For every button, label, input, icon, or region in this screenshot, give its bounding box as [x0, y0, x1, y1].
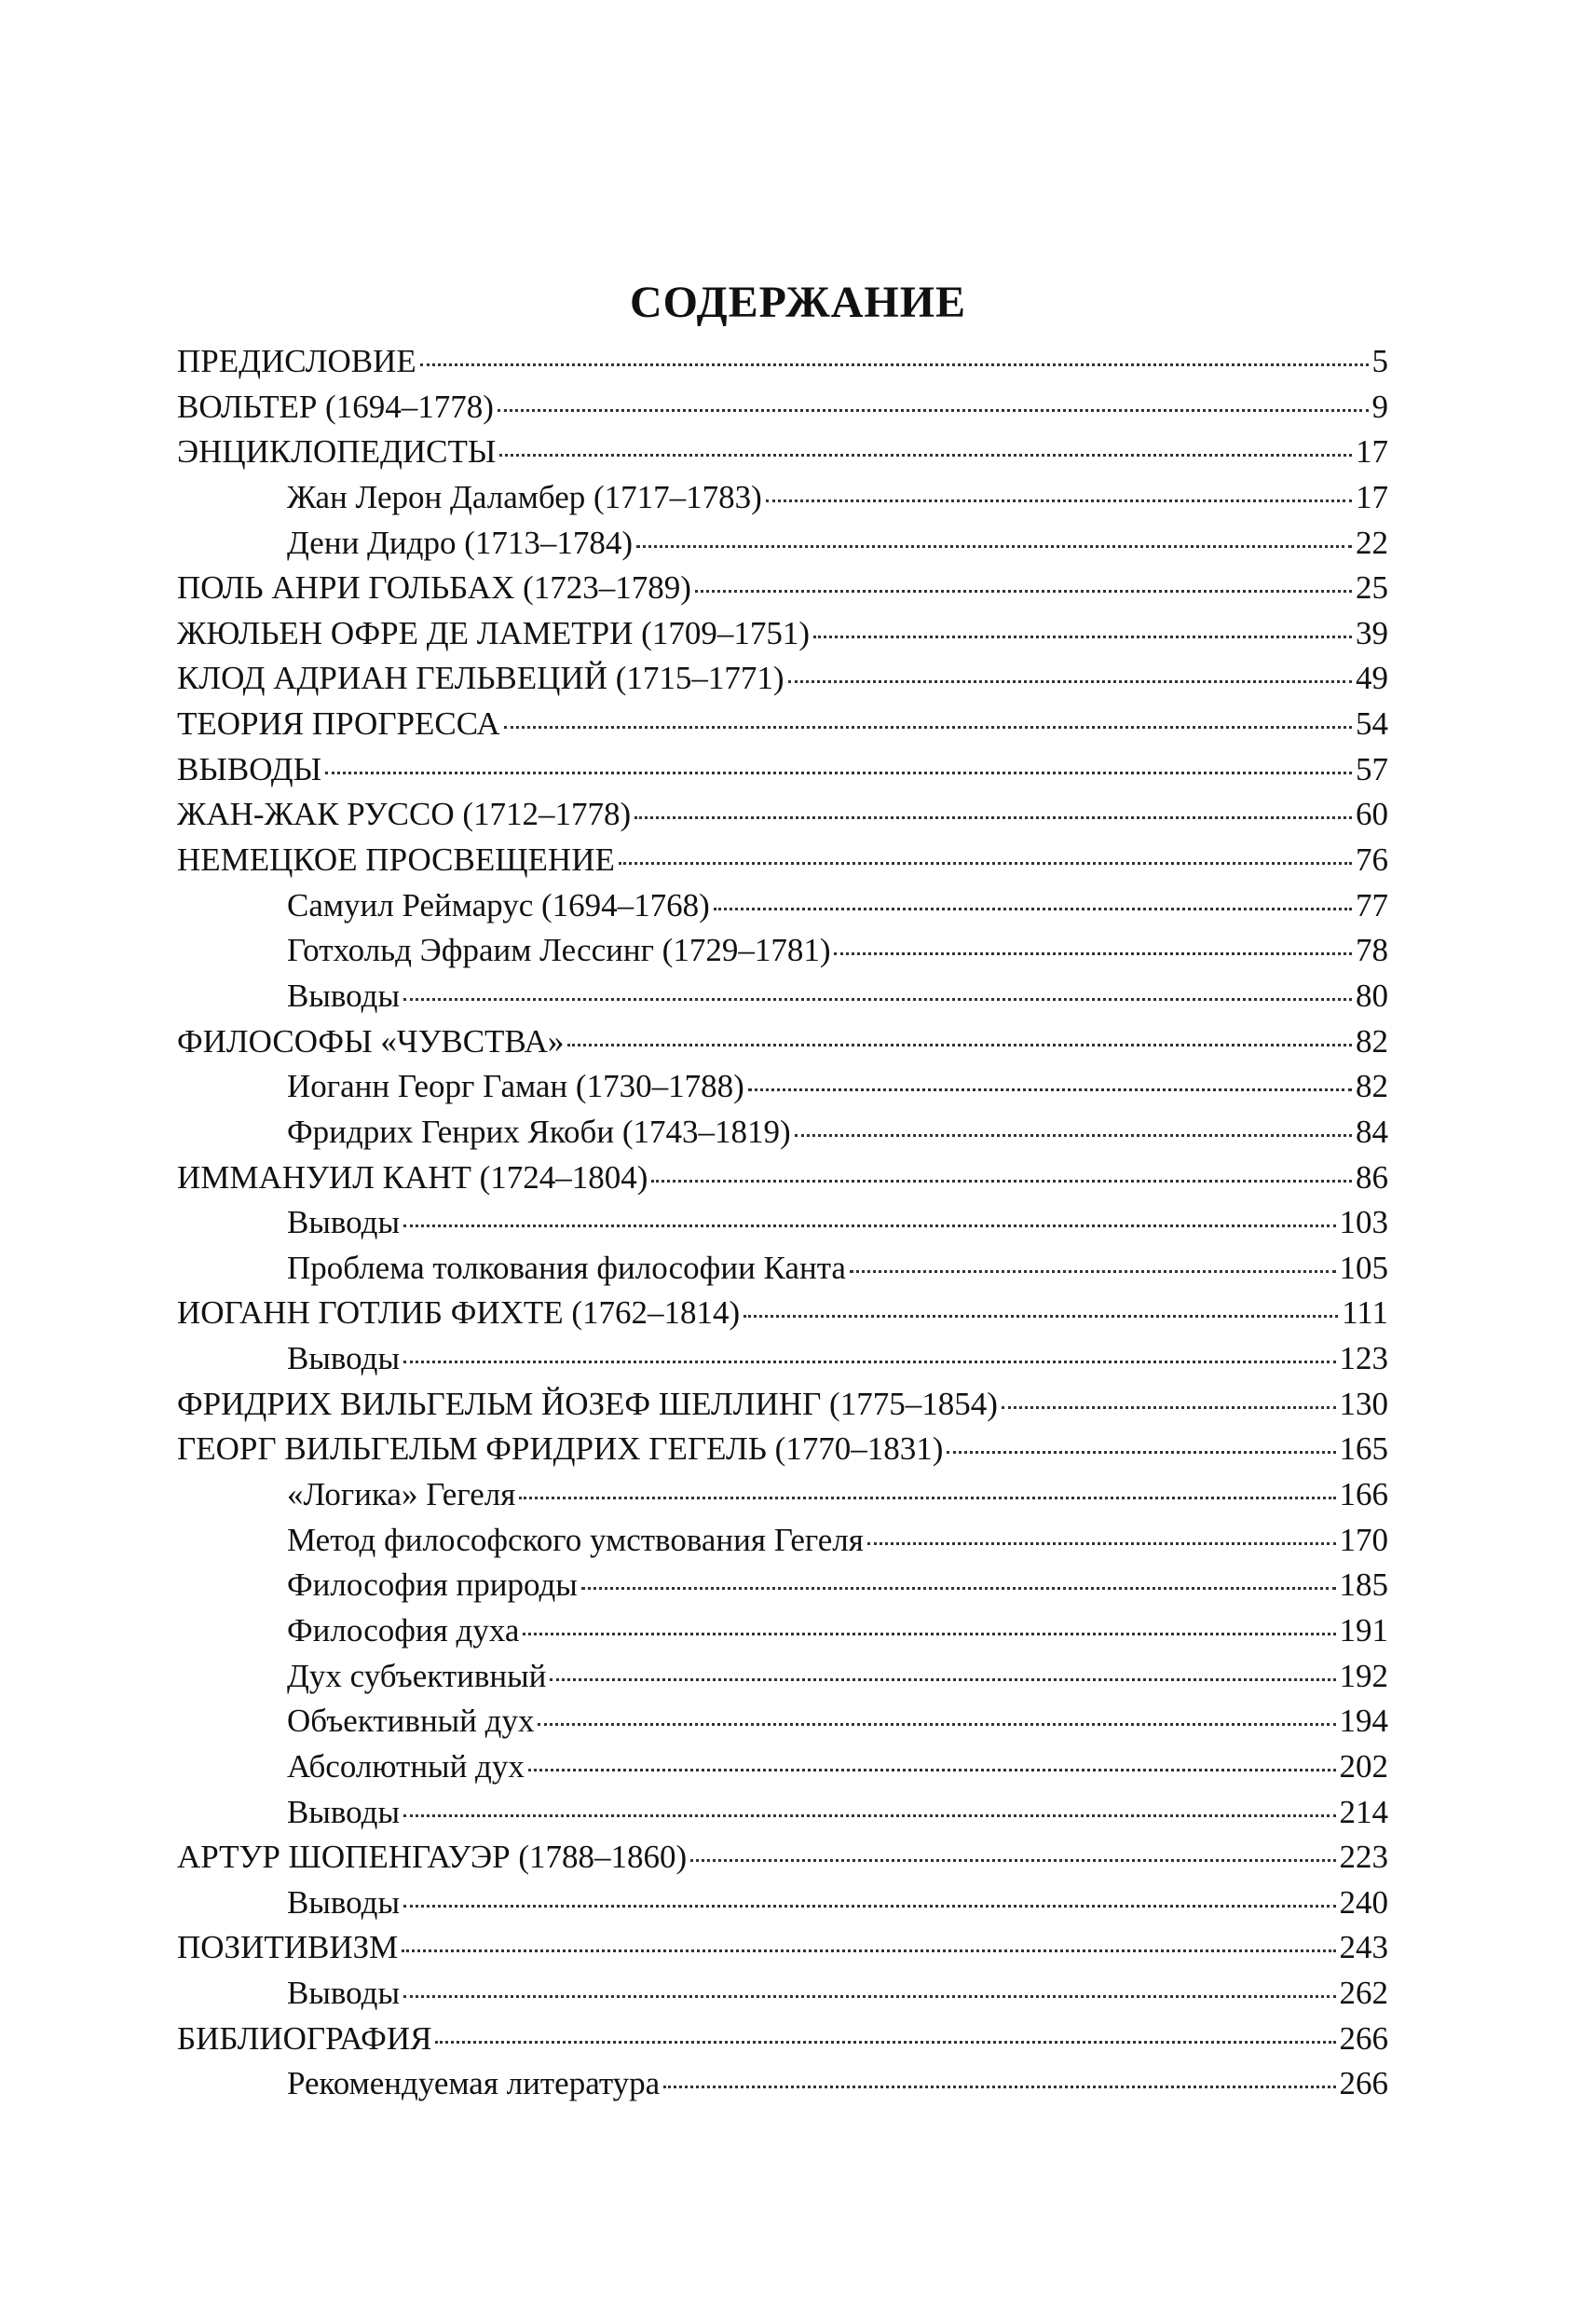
toc-page-number: 9: [1371, 388, 1388, 425]
toc-page-number: 266: [1339, 2019, 1388, 2057]
dot-leader: [435, 2041, 1335, 2044]
toc-subentry[interactable]: [177, 1518, 1388, 1564]
toc-subentry[interactable]: [177, 1246, 1388, 1292]
toc-subentry[interactable]: [177, 974, 1388, 1019]
dot-leader: [1002, 1406, 1336, 1409]
toc-page-number: 105: [1339, 1249, 1388, 1286]
toc-entry[interactable]: [177, 1156, 1388, 1201]
toc-subentry[interactable]: [177, 1200, 1388, 1246]
toc-entry[interactable]: [177, 430, 1388, 475]
toc-entry-title: Выводы: [287, 1883, 400, 1921]
toc-page-number: 80: [1356, 977, 1388, 1014]
dot-leader: [403, 1224, 1336, 1227]
toc-entry-title: Метод философского умствования Гегеля: [287, 1521, 864, 1558]
toc-page-number: 54: [1356, 705, 1388, 743]
page-title: СОДЕРЖАНИЕ: [629, 278, 967, 327]
toc-page-number: 17: [1356, 478, 1388, 515]
toc-page-number: 243: [1339, 1929, 1388, 1966]
dot-leader: [867, 1542, 1336, 1545]
dot-leader: [567, 1044, 1352, 1047]
dot-leader: [813, 636, 1352, 638]
toc-subentry[interactable]: [177, 1472, 1388, 1518]
dot-leader: [550, 1678, 1335, 1681]
toc-entry[interactable]: [177, 1291, 1388, 1336]
dot-leader: [403, 1814, 1336, 1817]
toc-entry-title: НЕМЕЦКОЕ ПРОСВЕЩЕНИЕ: [177, 841, 615, 879]
toc-entry-title: КЛОД АДРИАН ГЕЛЬВЕЦИЙ (1715–1771): [177, 660, 784, 697]
dot-leader: [403, 1905, 1336, 1908]
toc-entry[interactable]: [177, 1427, 1388, 1472]
toc-entry[interactable]: [177, 792, 1388, 838]
toc-page-number: 25: [1356, 569, 1388, 607]
toc-entry-title: ВЫВОДЫ: [177, 750, 322, 787]
toc-entry-title: БИБЛИОГРАФИЯ: [177, 2019, 432, 2057]
toc-entry[interactable]: [177, 1835, 1388, 1881]
toc-page-number: 76: [1356, 841, 1388, 879]
toc-entry-title: «Логика» Гегеля: [287, 1476, 516, 1513]
toc-subentry[interactable]: [177, 1790, 1388, 1836]
toc-page-number: 185: [1339, 1566, 1388, 1604]
dot-leader: [947, 1451, 1335, 1454]
toc-page-number: 103: [1339, 1204, 1388, 1241]
toc-subentry[interactable]: [177, 1699, 1388, 1744]
toc-entry-title: Абсолютный дух: [287, 1747, 525, 1785]
toc-subentry[interactable]: [177, 1336, 1388, 1382]
toc-page-number: 240: [1339, 1883, 1388, 1921]
toc-page-number: 170: [1339, 1521, 1388, 1558]
toc-entry-title: АРТУР ШОПЕНГАУЭР (1788–1860): [177, 1839, 688, 1876]
dot-leader: [834, 952, 1352, 955]
dot-leader: [538, 1723, 1335, 1726]
toc-subentry[interactable]: [177, 1064, 1388, 1110]
toc-page-number: 82: [1356, 1068, 1388, 1105]
dot-leader: [523, 1633, 1335, 1635]
table-of-contents: [177, 339, 1388, 2107]
toc-entry-title: Выводы: [287, 1793, 400, 1830]
toc-page-number: 84: [1356, 1113, 1388, 1150]
toc-page-number: 194: [1339, 1703, 1388, 1740]
toc-page-number: 17: [1356, 433, 1388, 471]
dot-leader: [766, 499, 1352, 502]
toc-entry[interactable]: [177, 838, 1388, 883]
toc-subentry[interactable]: [177, 1971, 1388, 2017]
toc-page-number: 49: [1356, 660, 1388, 697]
toc-subentry[interactable]: [177, 521, 1388, 567]
toc-subentry[interactable]: [177, 1654, 1388, 1700]
toc-subentry[interactable]: [177, 1608, 1388, 1654]
toc-entry-title: ВОЛЬТЕР (1694–1778): [177, 388, 494, 425]
toc-entry[interactable]: [177, 702, 1388, 747]
toc-page-number: 166: [1339, 1476, 1388, 1513]
toc-entry-title: ПРЕДИСЛОВИЕ: [177, 343, 416, 379]
toc-entry-title: Объективный дух: [287, 1703, 535, 1740]
toc-entry[interactable]: [177, 747, 1388, 793]
dot-leader: [498, 409, 1369, 412]
toc-entry-title: Выводы: [287, 977, 400, 1014]
dot-leader: [528, 1769, 1336, 1772]
toc-entry-title: ТЕОРИЯ ПРОГРЕССА: [177, 705, 500, 743]
toc-entry-title: Рекомендуемая литература: [287, 2065, 661, 2102]
toc-entry-title: ФИЛОСОФЫ «ЧУВСТВА»: [177, 1022, 565, 1060]
toc-entry-title: Готхольд Эфраим Лессинг (1729–1781): [287, 932, 831, 969]
toc-entry-title: Выводы: [287, 1204, 400, 1241]
toc-page-number: 22: [1356, 524, 1388, 561]
toc-page-number: 165: [1339, 1430, 1388, 1468]
toc-page-number: 78: [1356, 932, 1388, 969]
toc-entry-title: ЖАН-ЖАК РУССО (1712–1778): [177, 796, 632, 833]
dot-leader: [748, 1088, 1352, 1091]
toc-page-number: 77: [1356, 886, 1388, 923]
toc-page-number: 130: [1339, 1385, 1388, 1422]
toc-entry-title: ЖЮЛЬЕН ОФРЕ ДЕ ЛАМЕТРИ (1709–1751): [177, 614, 810, 651]
toc-page-number: 5: [1371, 343, 1388, 379]
toc-entry-title: Жан Лерон Даламбер (1717–1783): [287, 478, 762, 515]
toc-page-number: 39: [1356, 614, 1388, 651]
toc-entry[interactable]: [177, 1019, 1388, 1065]
toc-page-number: 202: [1339, 1747, 1388, 1785]
dot-leader: [504, 726, 1352, 729]
toc-subentry[interactable]: [177, 475, 1388, 521]
dot-leader: [420, 363, 1369, 366]
toc-entry-title: ИММАНУИЛ КАНТ (1724–1804): [177, 1158, 648, 1196]
toc-page-number: 192: [1339, 1657, 1388, 1694]
dot-leader: [651, 1180, 1352, 1183]
toc-page-number: 57: [1356, 750, 1388, 787]
toc-entry-title: ГЕОРГ ВИЛЬГЕЛЬМ ФРИДРИХ ГЕГЕЛЬ (1770–1831): [177, 1430, 944, 1468]
dot-leader: [636, 545, 1352, 548]
toc-page-number: 223: [1339, 1839, 1388, 1876]
dot-leader: [325, 772, 1352, 774]
dot-leader: [690, 1859, 1335, 1862]
toc-entry[interactable]: [177, 611, 1388, 657]
toc-subentry[interactable]: [177, 883, 1388, 929]
toc-entry-title: Выводы: [287, 1975, 400, 2012]
toc-page-number: 262: [1339, 1975, 1388, 2012]
toc-entry-title: Проблема толкования философии Канта: [287, 1249, 846, 1286]
toc-entry[interactable]: [177, 385, 1388, 431]
toc-entry-title: Выводы: [287, 1340, 400, 1377]
toc-entry[interactable]: [177, 1925, 1388, 1971]
toc-page-number: 86: [1356, 1158, 1388, 1196]
toc-page-number: 266: [1339, 2065, 1388, 2102]
dot-leader: [403, 1995, 1336, 1998]
toc-subentry[interactable]: [177, 1563, 1388, 1608]
dot-leader: [850, 1270, 1336, 1273]
toc-page-number: 111: [1342, 1294, 1388, 1332]
toc-subentry[interactable]: [177, 928, 1388, 974]
toc-subentry[interactable]: [177, 1881, 1388, 1926]
toc-page-number: 214: [1339, 1793, 1388, 1830]
toc-entry-title: ПОЛЬ АНРИ ГОЛЬБАХ (1723–1789): [177, 569, 691, 607]
toc-subentry[interactable]: [177, 1110, 1388, 1156]
toc-page-number: 123: [1339, 1340, 1388, 1377]
dot-leader: [695, 590, 1352, 593]
toc-entry[interactable]: [177, 656, 1388, 702]
dot-leader: [788, 680, 1352, 683]
dot-leader: [403, 1361, 1336, 1363]
dot-leader: [581, 1587, 1336, 1590]
toc-subentry[interactable]: [177, 2061, 1388, 2107]
toc-entry[interactable]: [177, 566, 1388, 611]
dot-leader: [743, 1315, 1338, 1318]
toc-entry-title: Фридрих Генрих Якоби (1743–1819): [287, 1113, 791, 1150]
dot-leader: [619, 862, 1352, 865]
toc-entry-title: Философия природы: [287, 1566, 578, 1604]
toc-entry-title: Иоганн Георг Гаман (1730–1788): [287, 1068, 744, 1105]
dot-leader: [795, 1134, 1352, 1137]
dot-leader: [519, 1497, 1335, 1499]
toc-page-number: 191: [1339, 1611, 1388, 1648]
toc-entry-title: Дух субъективный: [287, 1657, 547, 1694]
toc-entry-title: ПОЗИТИВИЗМ: [177, 1929, 399, 1966]
dot-leader: [402, 1949, 1335, 1952]
toc-entry[interactable]: [177, 1382, 1388, 1428]
dot-leader: [714, 908, 1352, 910]
toc-subentry[interactable]: [177, 1744, 1388, 1790]
dot-leader: [499, 454, 1352, 457]
dot-leader: [634, 816, 1352, 819]
toc-page-number: 60: [1356, 796, 1388, 833]
toc-entry-title: Философия духа: [287, 1611, 520, 1648]
toc-page-number: 82: [1356, 1022, 1388, 1060]
toc-entry[interactable]: [177, 2017, 1388, 2062]
dot-leader: [663, 2086, 1335, 2088]
toc-entry-title: Дени Дидро (1713–1784): [287, 524, 634, 561]
toc-entry[interactable]: [177, 339, 1388, 385]
dot-leader: [403, 998, 1352, 1001]
toc-entry-title: ФРИДРИХ ВИЛЬГЕЛЬМ ЙОЗЕФ ШЕЛЛИНГ (1775–1854): [177, 1385, 998, 1422]
toc-entry-title: Самуил Реймарус (1694–1768): [287, 886, 710, 923]
toc-entry-title: ИОГАНН ГОТЛИБ ФИХТЕ (1762–1814): [177, 1294, 741, 1332]
toc-entry-title: ЭНЦИКЛОПЕДИСТЫ: [177, 433, 497, 471]
